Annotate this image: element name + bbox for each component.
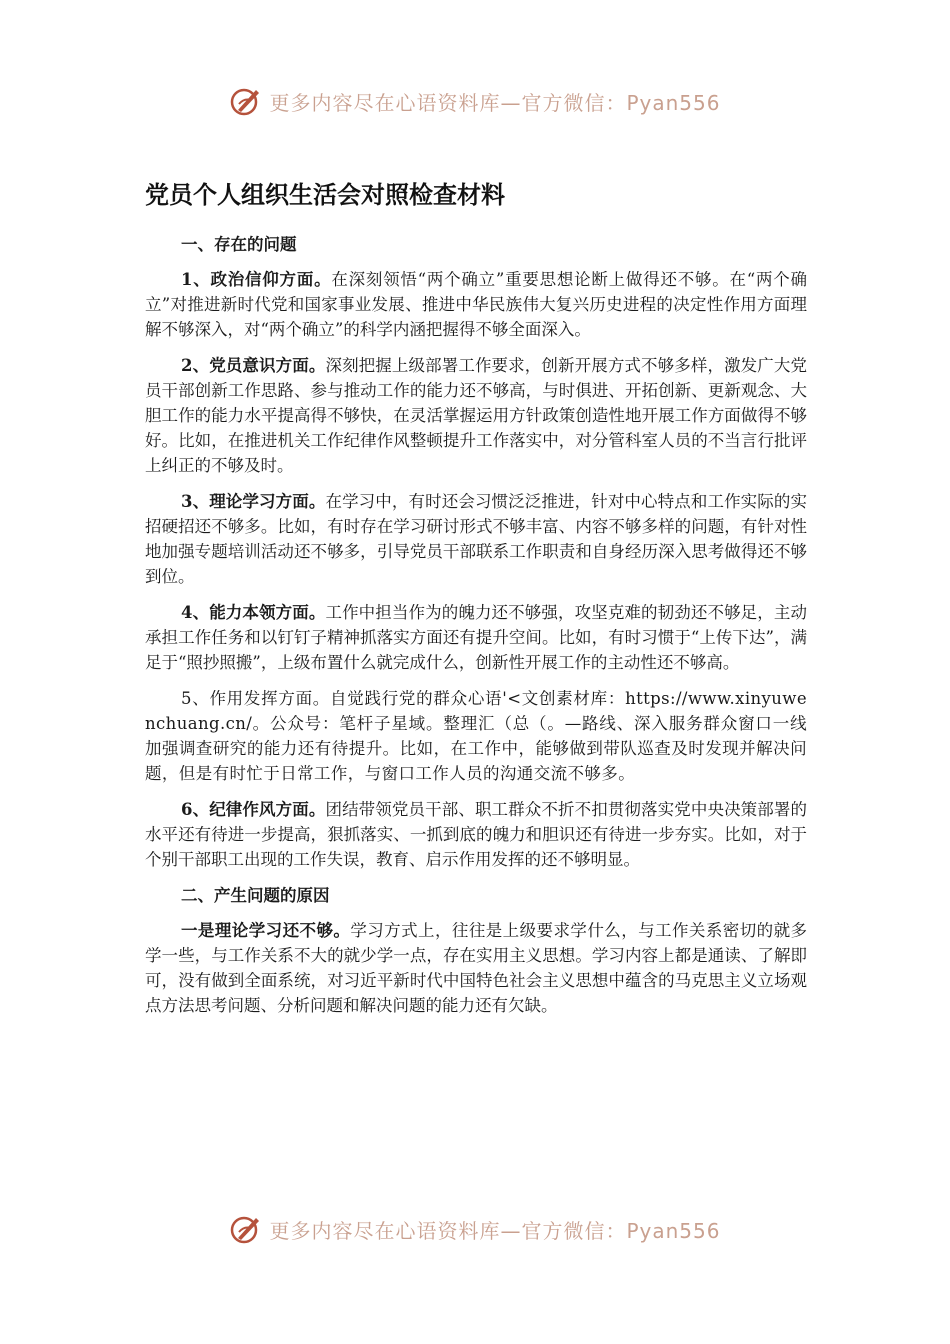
paragraph-text: 学习方式上，往往是上级要求学什么，与工作关系密切的就多学一些，与工作关系不大的就少学一点，存在实用主义思想。学习内容上都是通读、了解即可，没有做到全面系统，对习近平新时代中国特色社会主义思想中蕴含的马克思主义立场观点方法思考问题、分析问题和解决问题的能力还有欠缺。	[145, 921, 808, 1015]
paragraph-lead: 3、理论学习方面。	[181, 492, 326, 511]
paragraph-lead: 2、党员意识方面。	[181, 356, 326, 375]
paragraph-item	[145, 797, 807, 872]
paragraph-lead: 6、纪律作风方面。	[181, 800, 326, 819]
document-title: 党员个人组织生活会对照检查材料	[145, 181, 505, 209]
paragraph-item	[145, 353, 807, 478]
paragraph-text: 在深刻领悟“两个确立”重要思想论断上做得还不够。在“两个确立”对推进新时代党和国家事业发展、推进中华民族伟大复兴历史进程的决定性作用方面理解不够深入，对“两个确立”的科学内涵把握得不够全面深入。	[145, 270, 807, 339]
watermark-text: 更多内容尽在心语资料库—官方微信：Pyan556	[269, 90, 721, 115]
watermark-text: 更多内容尽在心语资料库—官方微信：Pyan556	[269, 1218, 721, 1243]
paragraph-text: 深刻把握上级部署工作要求，创新开展方式不够多样，激发广大党员干部创新工作思路、参与推动工作的能力还不够高，与时俱进、开拓创新、更新观念、大胆工作的能力水平提高得不够快，在灵活掌握运用方针政策创造性地开展工作方面做得不够好。比如，在推进机关工作纪律作风整顿提升工作落实中，对分管科室人员的不当言行批评上纠正的不够及时。	[145, 356, 808, 475]
document-body	[145, 172, 807, 1029]
paragraph-lead: 一是理论学习还不够。	[181, 921, 351, 940]
paragraph-cause	[145, 918, 807, 1018]
header-watermark-banner	[0, 84, 950, 118]
section-heading-causes: 二、产生问题的原因	[181, 886, 330, 905]
quill-pen-logo-icon	[229, 1212, 263, 1246]
paragraph-lead: 1、政治信仰方面。	[181, 270, 332, 289]
quill-pen-logo-icon	[229, 84, 263, 118]
footer-watermark-banner	[0, 1212, 950, 1246]
paragraph-lead: 4、能力本领方面。	[181, 603, 326, 622]
paragraph-item	[145, 600, 807, 675]
paragraph-text: 工作中担当作为的魄力还不够强，攻坚克难的韧劲还不够足，主动承担工作任务和以钉钉子精神抓落实方面还有提升空间。比如，有时习惯于“上传下达”，满足于“照抄照搬”，上级布置什么就完成什么，创新性开展工作的主动性还不够高。	[145, 603, 808, 672]
paragraph-text: 团结带领党员干部、职工群众不折不扣贯彻落实党中央决策部署的水平还有待进一步提高，狠抓落实、一抓到底的魄力和胆识还有待进一步夯实。比如，对于个别干部职工出现的工作失误，教育、启示作用发挥的还不够明显。	[145, 800, 808, 869]
paragraph-text: 在学习中，有时还会习惯泛泛推进，针对中心特点和工作实际的实招硬招还不够多。比如，有时存在学习研讨形式不够丰富、内容不够多样的问题，有针对性地加强专题培训活动还不够多，引导党员干部联系工作职责和自身经历深入思考做得还不够到位。	[145, 492, 808, 586]
paragraph-item	[145, 686, 807, 786]
paragraph-item	[145, 267, 807, 342]
paragraph-text: 5、作用发挥方面。自觉践行党的群众心语'<文创素材库：https://www.xinyuwenchuang.cn/。公众号：笔杆子星域。整理汇（总（。—路线、深入服务群众窗口一线加强调查研究的能力还有待提升。比如，在工作中，能够做到带队巡查及时发现并解决问题，但是有时忙于日常工作，与窗口工作人员的沟通交流不够多。	[145, 689, 807, 783]
paragraph-item	[145, 489, 807, 589]
section-heading-problems: 一、存在的问题	[181, 235, 297, 254]
